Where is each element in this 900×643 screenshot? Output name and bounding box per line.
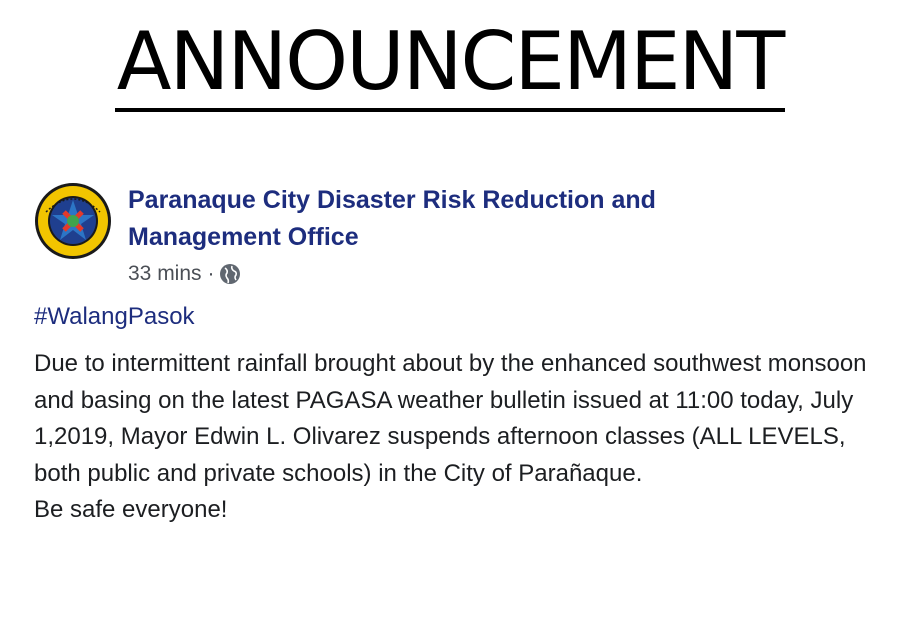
post-timestamp[interactable]: 33 mins	[128, 262, 202, 285]
post-meta	[128, 260, 241, 288]
post-body	[34, 346, 884, 529]
post-closing-text: Be safe everyone!	[34, 496, 228, 523]
hashtag-link[interactable]: #WalangPasok	[34, 303, 195, 330]
meta-separator: ·	[207, 262, 215, 285]
banner-title: ANNOUNCEMENT	[115, 18, 785, 112]
facebook-post	[34, 180, 874, 529]
page-name-link[interactable]: Paranaque City Disaster Risk Reduction and Management Office	[128, 186, 656, 251]
globe-icon[interactable]	[219, 263, 241, 285]
drrmo-seal-icon[interactable]	[34, 182, 112, 260]
announcement-banner	[0, 15, 900, 112]
post-body-text: Due to intermittent rainfall brought about by the enhanced southwest monsoon and basing on the latest PAGASA weather bulletin issued at 11:00 today, July 1,2019, Mayor Edwin L. Olivarez suspends afternoon classes (ALL LEVELS, both public and private schools) in the City of Parañaque.	[34, 350, 867, 487]
post-header	[34, 180, 874, 292]
